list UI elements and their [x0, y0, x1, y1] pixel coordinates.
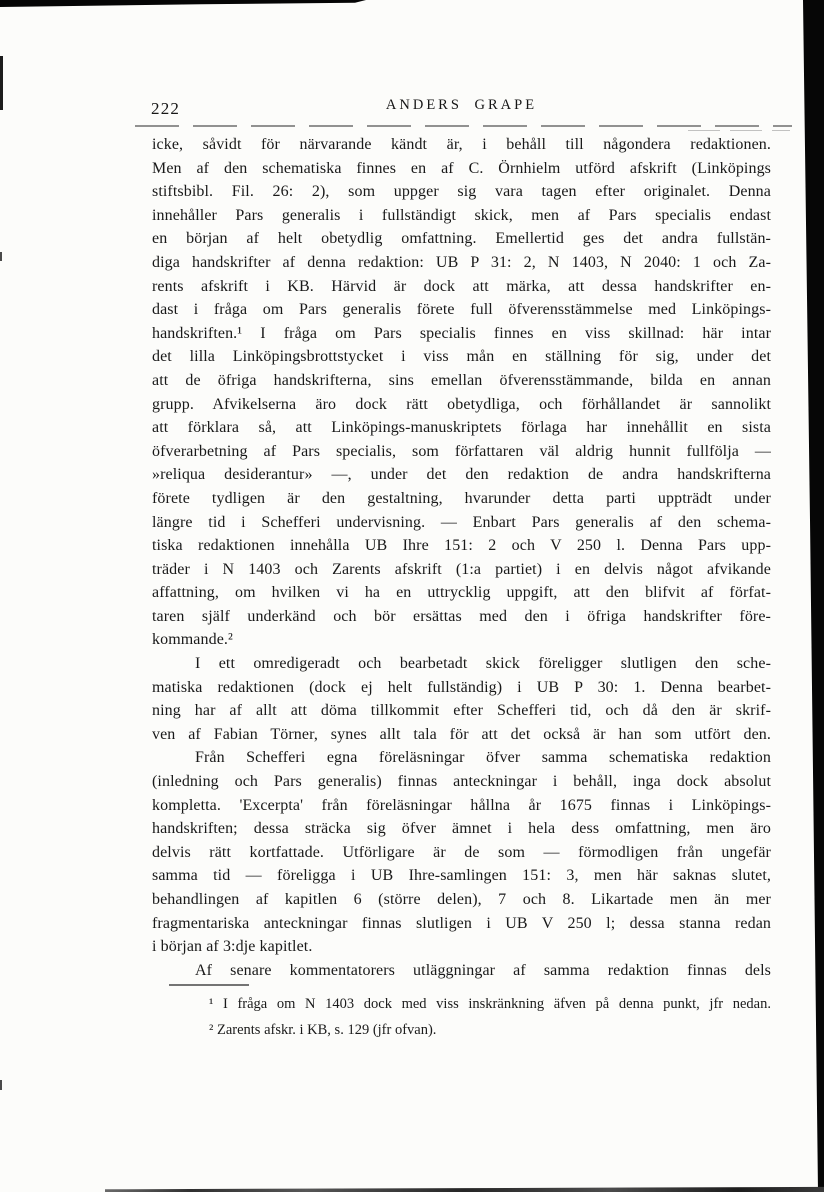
footnote-1: ¹ I fråga om N 1403 dock med viss inskränkning äfven på denna punkt, jfr nedan. — [209, 996, 771, 1012]
text-line: en början af helt obetydlig omfattning. Emellertid ges det andra fullstän- — [152, 230, 771, 248]
running-title: ANDERS GRAPE — [385, 97, 538, 113]
text-line: öfverarbetning af Pars specialis, som författaren väl aldrig hunnit fullfölja — — [152, 442, 771, 460]
text-line: diga handskrifter af denna redaktion: UB P 31: 2, N 1403, N 2040: 1 och Za- — [152, 253, 771, 271]
header-rule-secondary — [688, 130, 790, 131]
text-line: förete tydligen är den gestaltning, hvarunder detta parti uppträdt under — [152, 489, 771, 507]
header-rule — [135, 125, 792, 127]
scan-artifact-right-edge — [800, 0, 824, 1192]
text-line: fragmentariska anteckningar finnas slutligen i UB V 250 l; dessa stanna redan — [152, 914, 771, 932]
footnotes — [152, 991, 771, 1043]
text-line: Från Schefferi egna föreläsningar öfver samma schematiska redaktion — [195, 749, 771, 767]
text-line: stiftsbibl. Fil. 26: 2), som uppger sig vara tagen efter originalet. Denna — [152, 183, 771, 201]
text-line: matiska redaktionen (dock ej helt fullständig) i UB P 30: 1. Denna bearbet- — [152, 678, 771, 696]
text-line: kompletta. 'Excerpta' från föreläsningar hållna år 1675 finnas i Linköpings- — [152, 796, 771, 814]
text-line: affattning, om hvilken vi ha en uttrycklig uppgift, att den blifvit af förfat- — [152, 584, 771, 602]
footnote-2: ² Zarents afskr. i KB, s. 129 (jfr ofvan). — [209, 1022, 437, 1038]
text-line: Men af den schematiska finnes en af C. Örnhielm utförd afskrift (Linköpings — [152, 159, 771, 177]
text-line: i början af 3:dje kapitlet. — [152, 938, 313, 956]
text-line: kommande.² — [152, 631, 233, 649]
text-line: ven af Fabian Törner, synes allt tala för att det också är han som utfört den. — [152, 725, 771, 743]
text-line: grupp. Afvikelserna äro dock rätt obetydliga, och förhållandet är sannolikt — [152, 395, 771, 413]
text-line: innehåller Pars generalis i fullständigt skick, men af Pars specialis endast — [152, 206, 771, 224]
page-number: 222 — [151, 99, 181, 118]
scan-artifact-left-mark — [0, 1080, 2, 1090]
text-line: »reliqua desiderantur» —, under det den redaktion de andra handskrifterna — [152, 466, 771, 484]
text-line: handskriften.¹ I fråga om Pars specialis finnes en viss skillnad: här intar — [152, 324, 771, 342]
body-text — [152, 133, 771, 982]
text-line: handskriften; dessa sträcka sig öfver ämnet i hela dess omfattning, men äro — [152, 820, 771, 838]
text-line: rents afskrift i KB. Härvid är dock att märka, att dessa handskrifter en- — [152, 277, 771, 295]
text-line: icke, såvidt för närvarande kändt är, i behåll till någondera redaktionen. — [152, 136, 771, 153]
text-line: ning har af allt att döma tillkommit efter Schefferi tid, och då den är skrif- — [152, 702, 771, 720]
scan-artifact-bottom-edge — [105, 1186, 824, 1192]
text-line: det lilla Linköpingsbrottstycket i viss mån en ställning för sig, under det — [152, 348, 771, 366]
text-line: att de öfriga handskrifterna, sins emellan öfverensstämmande, bilda en annan — [152, 371, 771, 389]
scan-artifact-left-mark — [0, 252, 2, 261]
text-line: längre tid i Schefferi undervisning. — Enbart Pars generalis af den schema- — [152, 513, 771, 531]
text-line: behandlingen af kapitlen 6 (större delen), 7 och 8. Likartade men än mer — [152, 891, 771, 908]
text-line: att förklara så, att Linköpings-manuskriptets förlaga har innehållit en sista — [152, 419, 771, 437]
text-line: samma tid — föreligga i UB Ihre-samlingen 151: 3, men här saknas slutet, — [152, 867, 771, 885]
text-line: Af senare kommentatorers utläggningar af samma redaktion finnas dels — [195, 961, 771, 979]
text-line: I ett omredigeradt och bearbetadt skick föreligger slutligen den sche- — [195, 655, 771, 673]
text-line: tiska redaktionen innehålla UB Ihre 151: 2 och V 250 l. Denna Pars upp- — [152, 537, 771, 555]
footnote-separator-rule — [169, 984, 249, 986]
text-line: dast i fråga om Pars generalis förete full öfverensstämmelse med Linköpings- — [152, 301, 771, 319]
text-line: delvis rätt kortfattade. Utförligare är de som — förmodligen från ungefär — [152, 843, 771, 861]
scan-artifact-top-edge — [0, 0, 366, 7]
text-line: (inledning och Pars generalis) finnas anteckningar i behåll, inga dock absolut — [152, 773, 771, 791]
scan-artifact-left-mark — [0, 56, 3, 110]
text-line: träder i N 1403 och Zarents afskrift (1:a partiet) i en delvis något afvikande — [152, 560, 771, 578]
text-line: taren själf underkänd och bör ersättas med den i öfriga handskrifter före- — [152, 607, 771, 625]
